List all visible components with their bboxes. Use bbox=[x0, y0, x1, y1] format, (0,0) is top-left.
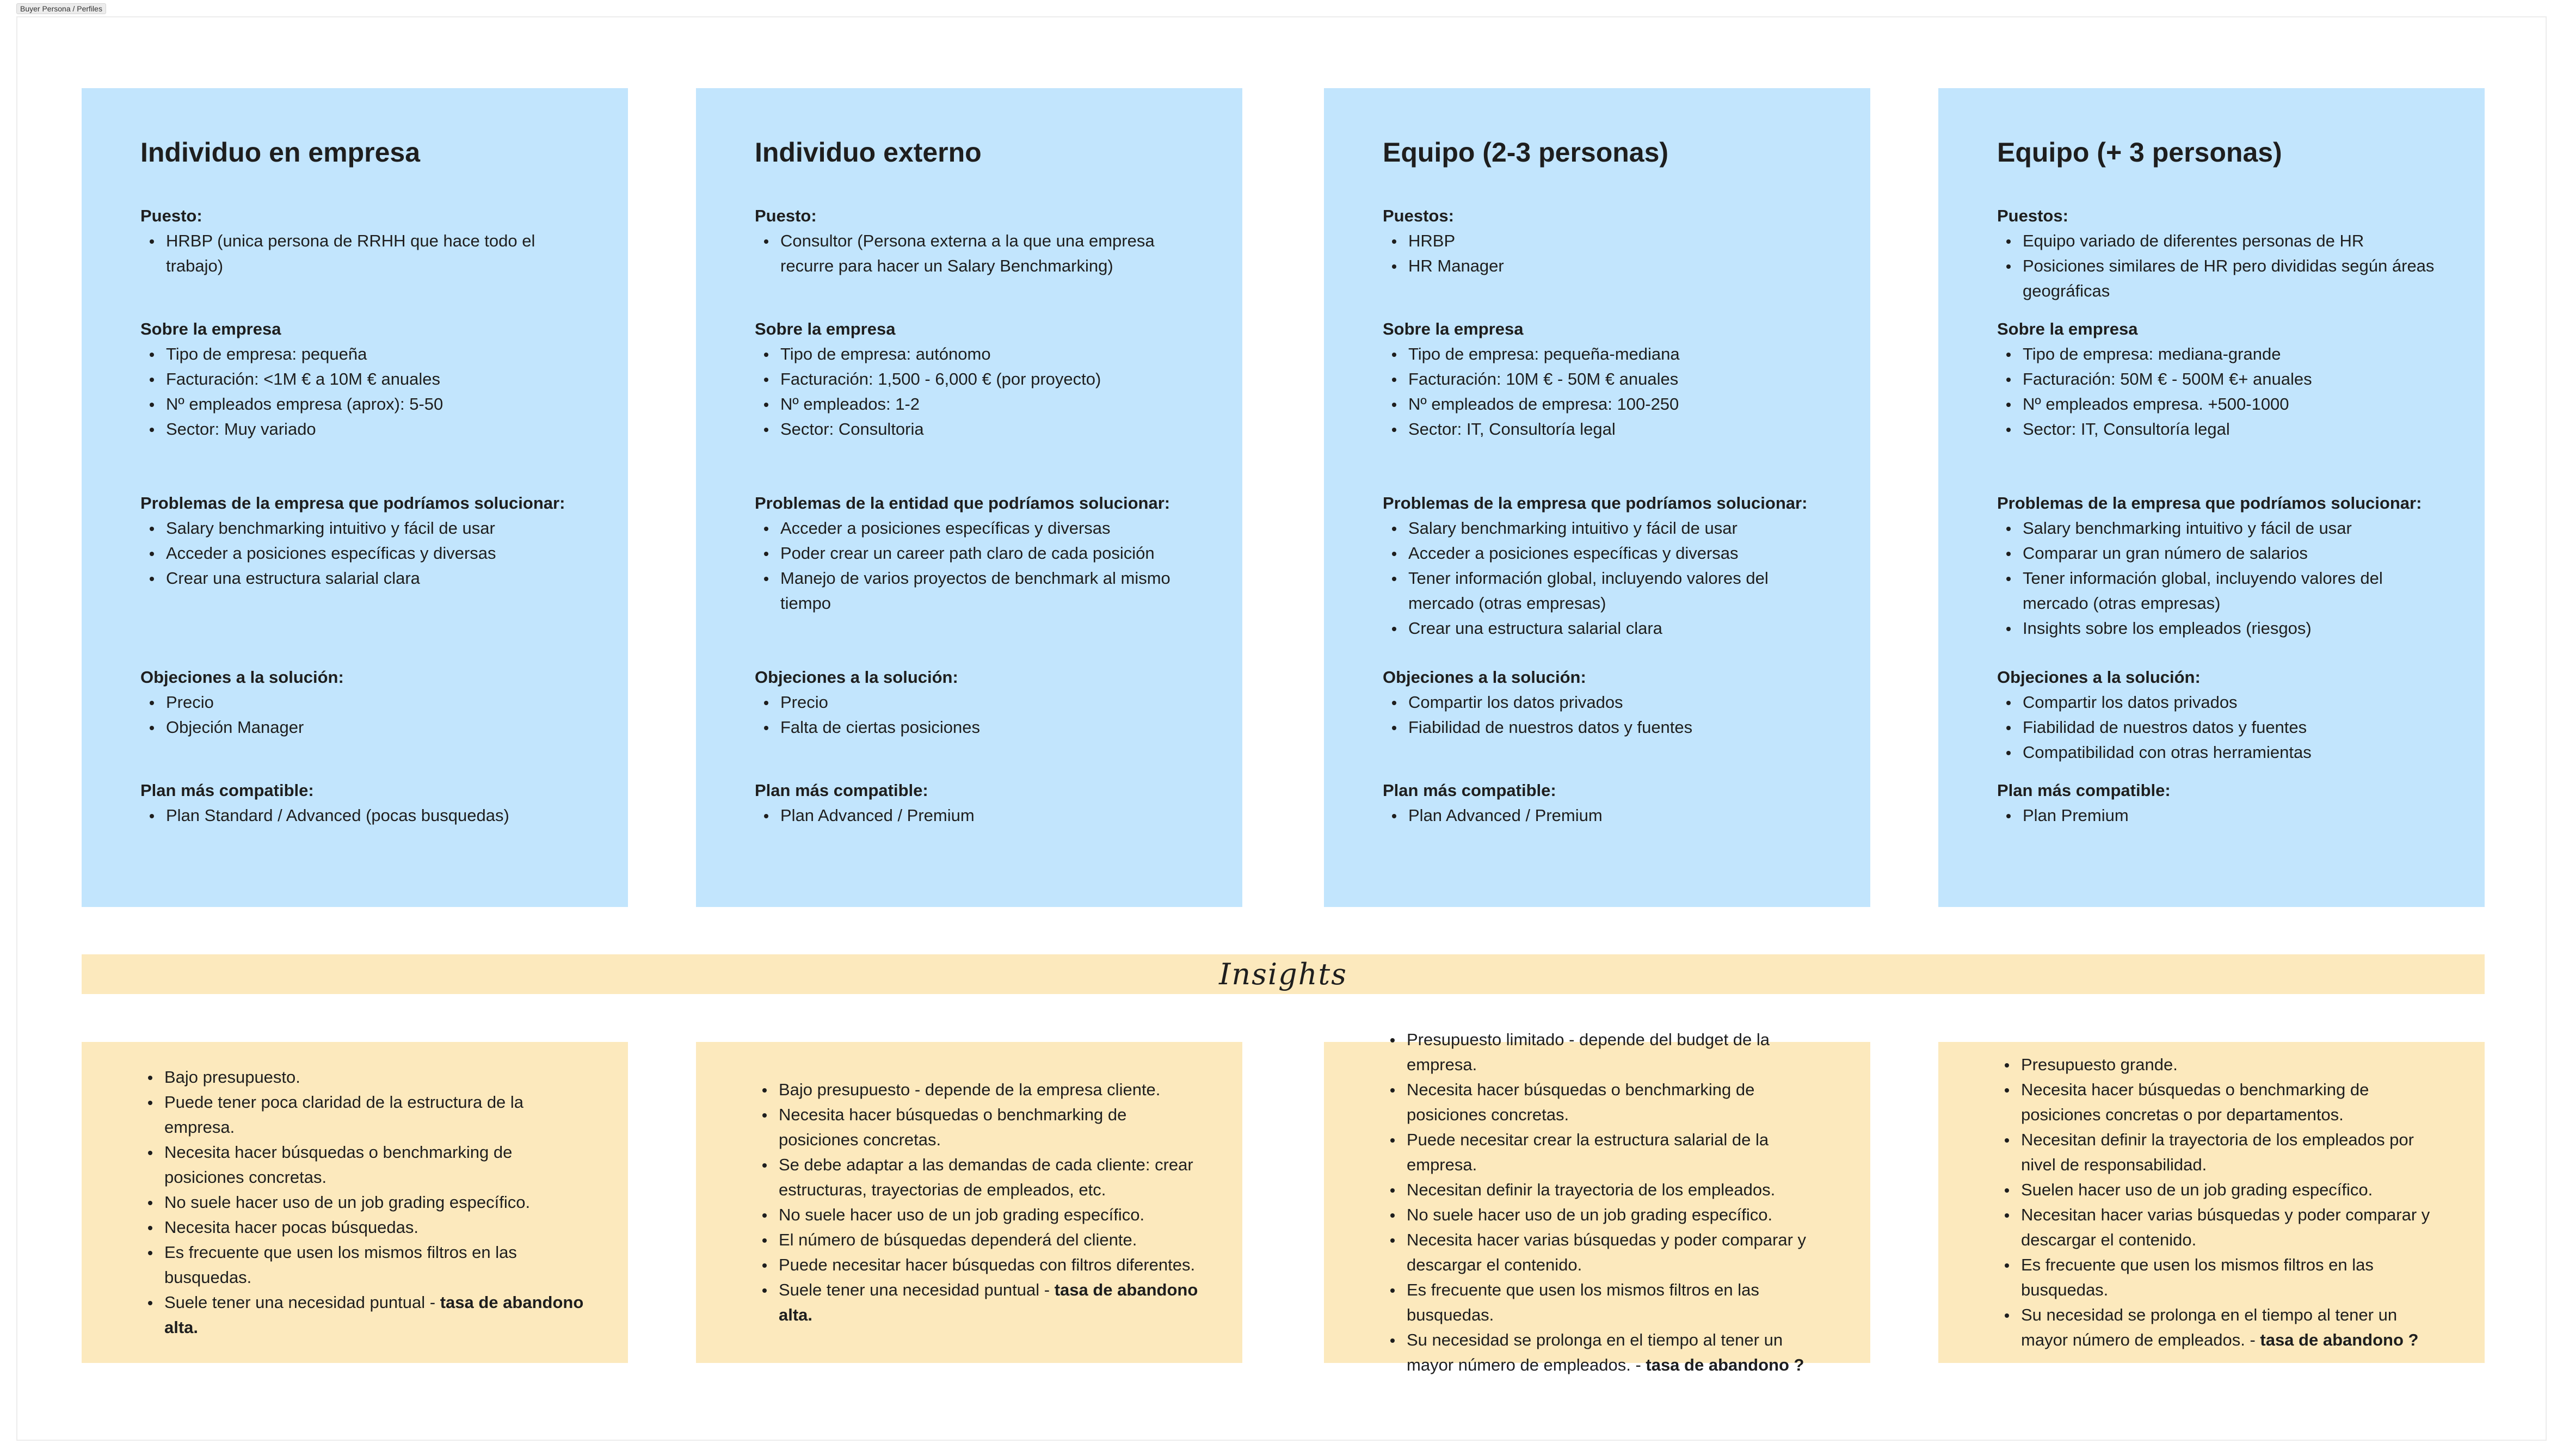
insight-item: Puede necesitar crear la estructura salarial de la empresa. bbox=[1407, 1127, 1827, 1177]
list-item: Comparar un gran número de salarios bbox=[2023, 541, 2436, 566]
insight-item: Se debe adaptar a las demandas de cada cliente: crear estructuras, trayectorias de empleados, etc. bbox=[779, 1152, 1199, 1202]
section-heading-plan: Plan más compatible: bbox=[140, 781, 314, 800]
insight-card-individuo-empresa[interactable] bbox=[82, 1042, 628, 1363]
section-heading-empresa: Sobre la empresa bbox=[755, 319, 896, 338]
bullet-list-puesto bbox=[1997, 229, 2436, 304]
section-heading-puesto: Puestos: bbox=[1997, 206, 2068, 225]
section-heading-plan: Plan más compatible: bbox=[1997, 781, 2171, 800]
list-item: HR Manager bbox=[1408, 254, 1821, 279]
insight-item: Presupuesto grande. bbox=[2021, 1052, 2441, 1077]
list-item: Plan Advanced / Premium bbox=[780, 803, 1193, 828]
insight-item: Necesita hacer búsquedas o benchmarking de posiciones concretas o por departamentos. bbox=[2021, 1077, 2441, 1127]
frame-label[interactable]: Buyer Persona / Perfiles bbox=[16, 3, 106, 14]
insight-item-churn bbox=[1407, 1328, 1827, 1378]
list-item: Acceder a posiciones específicas y diversas bbox=[166, 541, 579, 566]
list-item: Tipo de empresa: mediana-grande bbox=[2023, 342, 2436, 367]
section-heading-plan: Plan más compatible: bbox=[755, 781, 928, 800]
list-item: Precio bbox=[166, 690, 579, 715]
section-heading-empresa: Sobre la empresa bbox=[140, 319, 281, 338]
insight-item: Presupuesto limitado - depende del budget de la empresa. bbox=[1407, 1027, 1827, 1077]
list-item: HRBP (unica persona de RRHH que hace todo el trabajo) bbox=[166, 229, 579, 279]
section-heading-objeciones: Objeciones a la solución: bbox=[1383, 668, 1586, 687]
insight-item: Puede necesitar hacer búsquedas con filtros diferentes. bbox=[779, 1253, 1199, 1278]
bullet-list-problemas bbox=[1383, 516, 1821, 641]
insight-item: El número de búsquedas dependerá del cliente. bbox=[779, 1227, 1199, 1253]
bullet-list-problemas bbox=[140, 516, 579, 591]
insight-item: Necesita hacer búsquedas o benchmarking de posiciones concretas. bbox=[164, 1140, 584, 1190]
churn-rate: tasa de abandono alta. bbox=[164, 1293, 584, 1337]
section-heading-empresa: Sobre la empresa bbox=[1997, 319, 2138, 338]
list-item: Compartir los datos privados bbox=[1408, 690, 1821, 715]
persona-title: Individuo en empresa bbox=[140, 137, 421, 168]
section-plan bbox=[140, 778, 579, 828]
bullet-list-objeciones bbox=[1997, 690, 2436, 765]
list-item: Salary benchmarking intuitivo y fácil de usar bbox=[1408, 516, 1821, 541]
list-item: Facturación: 1,500 - 6,000 € (por proyecto) bbox=[780, 367, 1193, 392]
list-item: Salary benchmarking intuitivo y fácil de usar bbox=[166, 516, 579, 541]
list-item: Crear una estructura salarial clara bbox=[1408, 616, 1821, 641]
list-item: Plan Standard / Advanced (pocas busquedas) bbox=[166, 803, 579, 828]
list-item: Poder crear un career path claro de cada posición bbox=[780, 541, 1193, 566]
insight-item: No suele hacer uso de un job grading específico. bbox=[779, 1202, 1199, 1227]
section-problemas bbox=[140, 491, 579, 591]
bullet-list-puesto bbox=[755, 229, 1193, 279]
bullet-list-plan bbox=[140, 803, 579, 828]
insight-item: Suelen hacer uso de un job grading específico. bbox=[2021, 1177, 2441, 1202]
section-objeciones bbox=[140, 665, 579, 740]
list-item: Equipo variado de diferentes personas de HR bbox=[2023, 229, 2436, 254]
list-item: Acceder a posiciones específicas y diversas bbox=[1408, 541, 1821, 566]
list-item: Tipo de empresa: pequeña bbox=[166, 342, 579, 367]
list-item: Crear una estructura salarial clara bbox=[166, 566, 579, 591]
section-problemas bbox=[755, 491, 1193, 616]
insight-item: Necesita hacer búsquedas o benchmarking de posiciones concretas. bbox=[779, 1102, 1199, 1152]
churn-rate: tasa de abandono ? bbox=[1646, 1355, 1804, 1374]
list-item: Nº empleados de empresa: 100-250 bbox=[1408, 392, 1821, 417]
list-item: Nº empleados empresa. +500-1000 bbox=[2023, 392, 2436, 417]
persona-card-equipo-2-3[interactable] bbox=[1324, 88, 1870, 907]
list-item: Nº empleados empresa (aprox): 5-50 bbox=[166, 392, 579, 417]
insight-item: Necesitan definir la trayectoria de los empleados. bbox=[1407, 1177, 1827, 1202]
bullet-list-empresa bbox=[140, 342, 579, 442]
list-item: Tipo de empresa: autónomo bbox=[780, 342, 1193, 367]
persona-card-individuo-externo[interactable] bbox=[696, 88, 1242, 907]
section-heading-puesto: Puesto: bbox=[755, 206, 817, 225]
insight-item: Es frecuente que usen los mismos filtros en las busquedas. bbox=[1407, 1278, 1827, 1328]
section-objeciones bbox=[755, 665, 1193, 740]
section-empresa bbox=[1997, 317, 2436, 442]
list-item: Acceder a posiciones específicas y diversas bbox=[780, 516, 1193, 541]
section-heading-empresa: Sobre la empresa bbox=[1383, 319, 1524, 338]
section-heading-plan: Plan más compatible: bbox=[1383, 781, 1556, 800]
section-puesto bbox=[1383, 203, 1821, 279]
insight-item-churn bbox=[779, 1278, 1199, 1328]
insight-item: Puede tener poca claridad de la estructura de la empresa. bbox=[164, 1090, 584, 1140]
insights-title: Insights bbox=[1219, 957, 1347, 991]
bullet-list-plan bbox=[755, 803, 1193, 828]
section-heading-problemas: Problemas de la empresa que podríamos solucionar: bbox=[1383, 493, 1808, 513]
insight-item: Es frecuente que usen los mismos filtros en las busquedas. bbox=[164, 1240, 584, 1290]
section-puesto bbox=[755, 203, 1193, 279]
insight-item: Necesitan hacer varias búsquedas y poder comparar y descargar el contenido. bbox=[2021, 1202, 2441, 1253]
bullet-list-empresa bbox=[1383, 342, 1821, 442]
insight-item-churn bbox=[2021, 1303, 2441, 1353]
list-item: Insights sobre los empleados (riesgos) bbox=[2023, 616, 2436, 641]
section-heading-objeciones: Objeciones a la solución: bbox=[1997, 668, 2201, 687]
list-item: Objeción Manager bbox=[166, 715, 579, 740]
bullet-list-plan bbox=[1997, 803, 2436, 828]
insight-list bbox=[125, 1065, 584, 1340]
list-item: Sector: Muy variado bbox=[166, 417, 579, 442]
insight-list bbox=[1982, 1052, 2441, 1353]
bullet-list-puesto bbox=[1383, 229, 1821, 279]
section-plan bbox=[1997, 778, 2436, 828]
list-item: Plan Premium bbox=[2023, 803, 2436, 828]
insight-list bbox=[740, 1077, 1199, 1328]
bullet-list-plan bbox=[1383, 803, 1821, 828]
section-heading-objeciones: Objeciones a la solución: bbox=[755, 668, 958, 687]
section-heading-objeciones: Objeciones a la solución: bbox=[140, 668, 344, 687]
list-item: Nº empleados: 1-2 bbox=[780, 392, 1193, 417]
insight-item: Necesitan definir la trayectoria de los empleados por nivel de responsabilidad. bbox=[2021, 1127, 2441, 1177]
board-frame bbox=[16, 16, 2547, 1441]
insight-card-equipo-mas-3[interactable] bbox=[1938, 1042, 2485, 1363]
bullet-list-problemas bbox=[1997, 516, 2436, 641]
list-item: Sector: IT, Consultoría legal bbox=[1408, 417, 1821, 442]
section-plan bbox=[755, 778, 1193, 828]
churn-rate: tasa de abandono alta. bbox=[779, 1280, 1198, 1324]
persona-title: Equipo (2-3 personas) bbox=[1383, 137, 1669, 168]
section-heading-problemas: Problemas de la entidad que podríamos solucionar: bbox=[755, 493, 1170, 513]
churn-prefix: Su necesidad se prolonga en el tiempo al tener un mayor número de empleados. - bbox=[1407, 1330, 1783, 1374]
list-item: Fiabilidad de nuestros datos y fuentes bbox=[2023, 715, 2436, 740]
section-objeciones bbox=[1997, 665, 2436, 765]
section-heading-problemas: Problemas de la empresa que podríamos solucionar: bbox=[1997, 493, 2422, 513]
bullet-list-empresa bbox=[1997, 342, 2436, 442]
insight-item: Necesita hacer varias búsquedas y poder comparar y descargar el contenido. bbox=[1407, 1227, 1827, 1278]
churn-prefix: Suele tener una necesidad puntual - bbox=[779, 1280, 1055, 1299]
list-item: Precio bbox=[780, 690, 1193, 715]
churn-prefix: Su necesidad se prolonga en el tiempo al tener un mayor número de empleados. - bbox=[2021, 1305, 2398, 1349]
list-item: Posiciones similares de HR pero divididas según áreas geográficas bbox=[2023, 254, 2436, 304]
list-item: Compatibilidad con otras herramientas bbox=[2023, 740, 2436, 765]
list-item: Facturación: 50M € - 500M €+ anuales bbox=[2023, 367, 2436, 392]
list-item: Sector: Consultoria bbox=[780, 417, 1193, 442]
list-item: Plan Advanced / Premium bbox=[1408, 803, 1821, 828]
insight-item: No suele hacer uso de un job grading específico. bbox=[1407, 1202, 1827, 1227]
list-item: Manejo de varios proyectos de benchmark al mismo tiempo bbox=[780, 566, 1193, 616]
section-puesto bbox=[140, 203, 579, 279]
persona-title: Individuo externo bbox=[755, 137, 982, 168]
bullet-list-objeciones bbox=[755, 690, 1193, 740]
persona-card-individuo-empresa[interactable] bbox=[82, 88, 628, 907]
section-heading-puesto: Puesto: bbox=[140, 206, 202, 225]
persona-card-equipo-mas-3[interactable] bbox=[1938, 88, 2485, 907]
bullet-list-objeciones bbox=[1383, 690, 1821, 740]
section-empresa bbox=[755, 317, 1193, 442]
insights-banner[interactable] bbox=[82, 954, 2485, 994]
churn-rate: tasa de abandono ? bbox=[2260, 1330, 2419, 1349]
list-item: HRBP bbox=[1408, 229, 1821, 254]
section-problemas bbox=[1997, 491, 2436, 641]
section-empresa bbox=[1383, 317, 1821, 442]
list-item: Sector: IT, Consultoría legal bbox=[2023, 417, 2436, 442]
insight-item-churn bbox=[164, 1290, 584, 1340]
section-puesto bbox=[1997, 203, 2436, 304]
bullet-list-empresa bbox=[755, 342, 1193, 442]
list-item: Salary benchmarking intuitivo y fácil de usar bbox=[2023, 516, 2436, 541]
bullet-list-problemas bbox=[755, 516, 1193, 616]
bullet-list-puesto bbox=[140, 229, 579, 279]
section-heading-problemas: Problemas de la empresa que podríamos solucionar: bbox=[140, 493, 565, 513]
list-item: Tipo de empresa: pequeña-mediana bbox=[1408, 342, 1821, 367]
list-item: Facturación: <1M € a 10M € anuales bbox=[166, 367, 579, 392]
list-item: Tener información global, incluyendo valores del mercado (otras empresas) bbox=[2023, 566, 2436, 616]
insight-item: No suele hacer uso de un job grading específico. bbox=[164, 1190, 584, 1215]
section-problemas bbox=[1383, 491, 1821, 641]
insight-item: Necesita hacer búsquedas o benchmarking de posiciones concretas. bbox=[1407, 1077, 1827, 1127]
list-item: Fiabilidad de nuestros datos y fuentes bbox=[1408, 715, 1821, 740]
section-empresa bbox=[140, 317, 579, 442]
list-item: Falta de ciertas posiciones bbox=[780, 715, 1193, 740]
list-item: Compartir los datos privados bbox=[2023, 690, 2436, 715]
bullet-list-objeciones bbox=[140, 690, 579, 740]
insight-item: Es frecuente que usen los mismos filtros en las busquedas. bbox=[2021, 1253, 2441, 1303]
section-objeciones bbox=[1383, 665, 1821, 740]
insight-card-equipo-2-3[interactable] bbox=[1324, 1030, 1870, 1374]
list-item: Tener información global, incluyendo valores del mercado (otras empresas) bbox=[1408, 566, 1821, 616]
insight-item: Bajo presupuesto. bbox=[164, 1065, 584, 1090]
insight-item: Bajo presupuesto - depende de la empresa cliente. bbox=[779, 1077, 1199, 1102]
section-plan bbox=[1383, 778, 1821, 828]
insight-list bbox=[1367, 1027, 1827, 1378]
churn-prefix: Suele tener una necesidad puntual - bbox=[164, 1293, 440, 1312]
section-heading-puesto: Puestos: bbox=[1383, 206, 1454, 225]
persona-title: Equipo (+ 3 personas) bbox=[1997, 137, 2282, 168]
list-item: Consultor (Persona externa a la que una empresa recurre para hacer un Salary Benchmarking) bbox=[780, 229, 1193, 279]
insight-item: Necesita hacer pocas búsquedas. bbox=[164, 1215, 584, 1240]
insight-card-individuo-externo[interactable] bbox=[696, 1042, 1242, 1363]
list-item: Facturación: 10M € - 50M € anuales bbox=[1408, 367, 1821, 392]
